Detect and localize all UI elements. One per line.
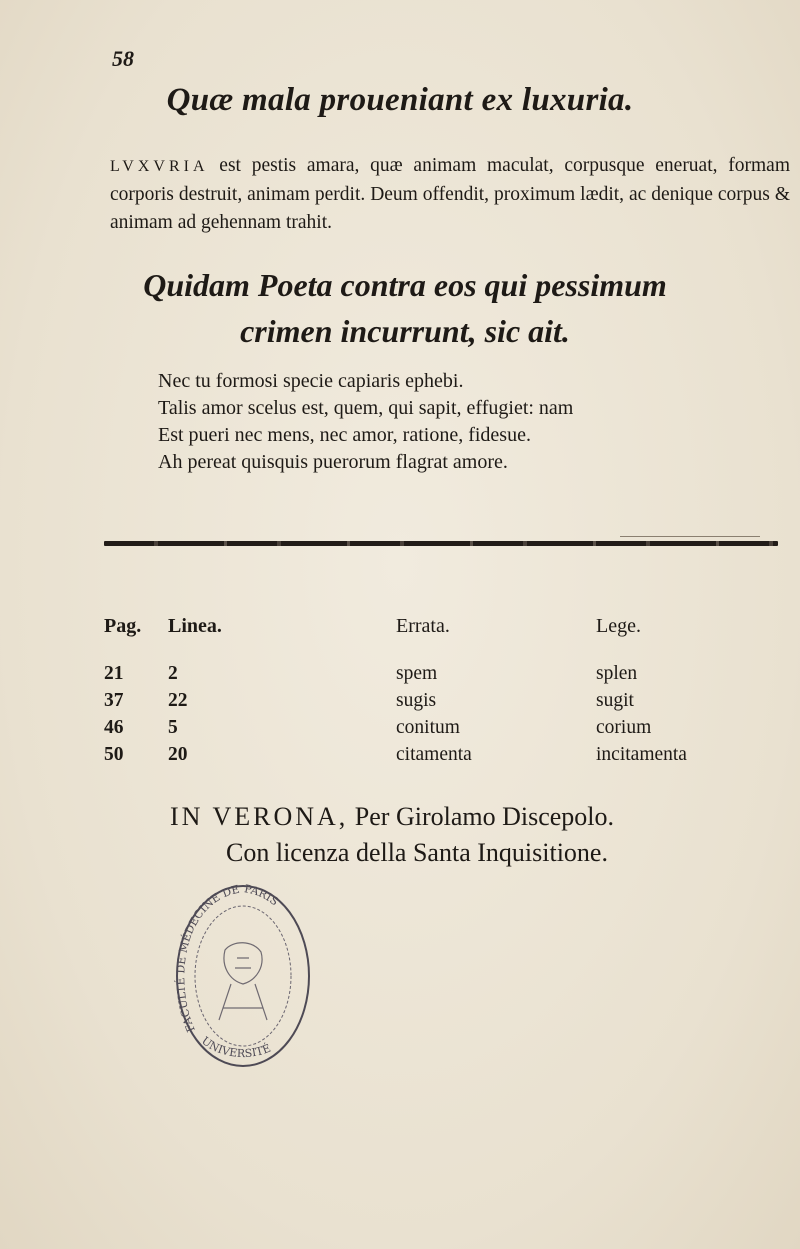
errata-header-row [104,615,764,663]
verse-line: Ah pereat quisquis puerorum flagrat amore. [158,451,508,473]
errata-line: 5 [168,717,178,738]
imprint-place: IN VERONA, [170,802,349,831]
errata-row [104,663,764,690]
verse-line: Nec tu formosi specie capiaris ephebi. [158,370,464,392]
divider-hairline [620,536,760,537]
stamp-text-top: FACULTÉ DE MÉDECINE DE PARIS [174,882,281,1034]
errata-error: sugis [396,690,437,711]
svg-text:FACULTÉ DE MÉDECINE DE PARIS [173,882,281,1034]
errata-page: 21 [104,663,124,684]
verse-line: Est pueri nec mens, nec amor, ratione, fidesue. [158,424,531,446]
page-number: 58 [112,46,134,71]
errata-line: 20 [168,744,188,765]
errata-page: 50 [104,744,124,765]
header-lege: Lege. [596,615,641,637]
errata-error: citamenta [396,744,472,765]
errata-table [104,615,764,771]
errata-correction: corium [596,717,652,738]
errata-row [104,717,764,744]
errata-correction: splen [596,663,638,684]
header-line: Linea. [168,615,222,637]
svg-text:UNIVERSITÉ [199,1034,273,1060]
luxuria-paragraph [110,152,790,237]
verse-line: Talis amor scelus est, quem, qui sapit, effugiet: nam [158,397,574,419]
errata-correction: incitamenta [596,744,687,765]
errata-row [104,744,764,771]
errata-line: 2 [168,663,178,684]
errata-page: 37 [104,690,124,711]
library-stamp-icon [173,880,313,1070]
verse-block [158,368,573,476]
poet-subtitle [110,262,700,354]
imprint-line [170,802,614,832]
divider-rule [104,541,778,546]
chapter-title: Quæ mala proueniant ex luxuria. [166,82,634,118]
header-errata: Errata. [396,615,450,637]
subtitle-line-1: Quidam Poeta contra eos qui pessimum [143,267,667,303]
subtitle-line-2: crimen incurrunt, sic ait. [240,313,570,349]
header-page: Pag. [104,615,142,637]
errata-page: 46 [104,717,124,738]
errata-line: 22 [168,690,188,711]
errata-error: spem [396,663,438,684]
license-line: Con licenza della Santa Inquisitione. [226,838,608,867]
errata-error: conitum [396,717,460,738]
imprint-printer: Per Girolamo Discepolo. [354,802,615,831]
paragraph-text: est pestis amara, quæ animam maculat, corpusque eneruat, formam corporis destruit, animam perdit. Deum offendit, proximum lædit, ac denique corpus & animam ad gehennam trahit. [110,155,790,233]
errata-row [104,690,764,717]
paragraph-lead-word: LVXVRIA [110,158,209,175]
errata-correction: sugit [596,690,634,711]
stamp-text-bottom: UNIVERSITÉ [199,1034,273,1061]
